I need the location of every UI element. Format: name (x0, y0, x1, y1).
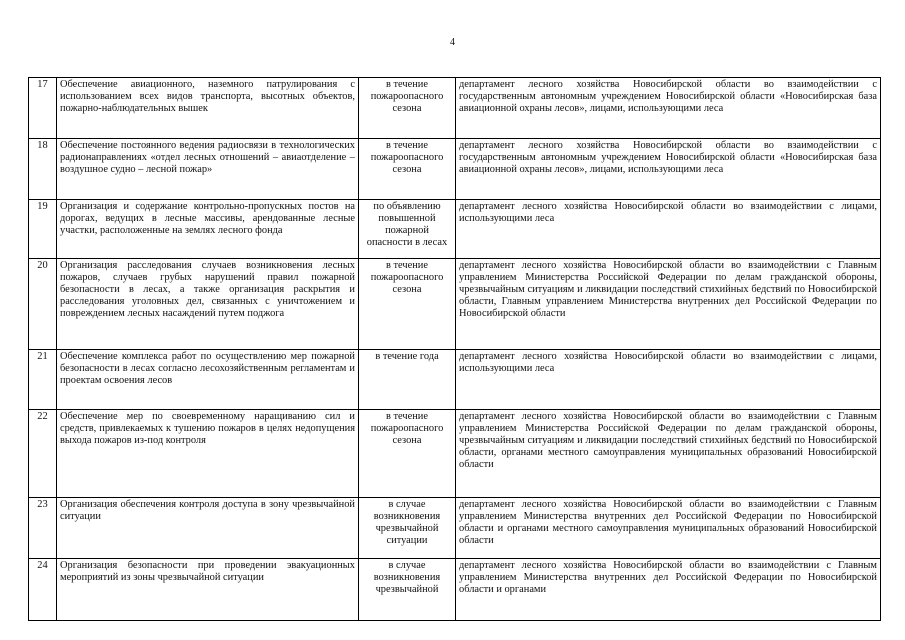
measure-cell: Организация безопасности при проведении эвакуационных мероприятий из зоны чрезвычайной ситуации (57, 559, 359, 621)
row-number: 18 (29, 139, 57, 200)
table-row (29, 200, 881, 259)
table-row (29, 498, 881, 559)
term-cell: в течение пожароопасного сезона (359, 410, 456, 498)
term-cell: в течение пожароопасного сезона (359, 259, 456, 350)
term-cell: по объявлению повышенной пожарной опасности в лесах (359, 200, 456, 259)
responsible-cell: департамент лесного хозяйства Новосибирской области во взаимодействии с лицами, использующими леса (456, 350, 881, 410)
row-number: 21 (29, 350, 57, 410)
table-row (29, 559, 881, 621)
page-number: 4 (450, 37, 455, 48)
table-row (29, 78, 881, 139)
responsible-cell: департамент лесного хозяйства Новосибирской области во взаимодействии с государственным автономным учреждением Новосибирской области «Новосибирская база авиационной охраны лесов», лицами, использующими леса (456, 139, 881, 200)
term-cell: в течение пожароопасного сезона (359, 78, 456, 139)
responsible-cell: департамент лесного хозяйства Новосибирской области во взаимодействии с Главным управлением Министерства Российской Федерации по делам гражданской обороны, чрезвычайным ситуациям и ликвидации последствий стихийных бедствий по Новосибирской области, органами местного самоуправления муниципальных образований Новосибирской области (456, 410, 881, 498)
measure-cell: Обеспечение мер по своевременному наращиванию сил и средств, привлекаемых к тушению пожаров в целях недопущения выхода пожаров из-под контроля (57, 410, 359, 498)
term-cell: в случае возникновения чрезвычайной (359, 559, 456, 621)
measure-cell: Обеспечение авиационного, наземного патрулирования с использованием всех видов транспорта, высотных объектов, пожарно-наблюдательных вышек (57, 78, 359, 139)
table-row (29, 259, 881, 350)
row-number: 23 (29, 498, 57, 559)
row-number: 17 (29, 78, 57, 139)
measure-cell: Обеспечение постоянного ведения радиосвязи в технологических радионаправлениях «отдел лесных отношений – авиаотделение – воздушное судно – лесной пожар» (57, 139, 359, 200)
measure-cell: Организация и содержание контрольно-пропускных постов на дорогах, ведущих в лесные массивы, арендованные лесные участки, расположенные на землях лесного фонда (57, 200, 359, 259)
table-row (29, 410, 881, 498)
table-row (29, 350, 881, 410)
measure-cell: Обеспечение комплекса работ по осуществлению мер пожарной безопасности в лесах согласно лесохозяйственным регламентам и проектам освоения лесов (57, 350, 359, 410)
term-cell: в течение года (359, 350, 456, 410)
responsible-cell: департамент лесного хозяйства Новосибирской области во взаимодействии с Главным управлением Министерства внутренних дел Российской Федерации по Новосибирской области и органами (456, 559, 881, 621)
table-row (29, 139, 881, 200)
row-number: 22 (29, 410, 57, 498)
responsible-cell: департамент лесного хозяйства Новосибирской области во взаимодействии с Главным управлением Министерства Российской Федерации по делам гражданской обороны, чрезвычайным ситуациям и ликвидации последствий стихийных бедствий по Новосибирской области, Главным управлением Министерства внутренних дел Российской Федерации по Новосибирской области (456, 259, 881, 350)
measure-cell: Организация обеспечения контроля доступа в зону чрезвычайной ситуации (57, 498, 359, 559)
measures-table (28, 77, 881, 621)
row-number: 19 (29, 200, 57, 259)
term-cell: в течение пожароопасного сезона (359, 139, 456, 200)
responsible-cell: департамент лесного хозяйства Новосибирской области во взаимодействии с лицами, использующими леса (456, 200, 881, 259)
row-number: 24 (29, 559, 57, 621)
row-number: 20 (29, 259, 57, 350)
term-cell: в случае возникновения чрезвычайной ситуации (359, 498, 456, 559)
measure-cell: Организация расследования случаев возникновения лесных пожаров, случаев грубых нарушений правил пожарной безопасности в лесах, а также организация раскрытия и расследования уголовных дел, связанных с уничтожением и повреждением лесных насаждений путем поджога (57, 259, 359, 350)
responsible-cell: департамент лесного хозяйства Новосибирской области во взаимодействии с Главным управлением Министерства внутренних дел Российской Федерации по Новосибирской области и органами местного самоуправления муниципальных образований Новосибирской области (456, 498, 881, 559)
responsible-cell: департамент лесного хозяйства Новосибирской области во взаимодействии с государственным автономным учреждением Новосибирской области «Новосибирская база авиационной охраны лесов», лицами, использующими леса (456, 78, 881, 139)
